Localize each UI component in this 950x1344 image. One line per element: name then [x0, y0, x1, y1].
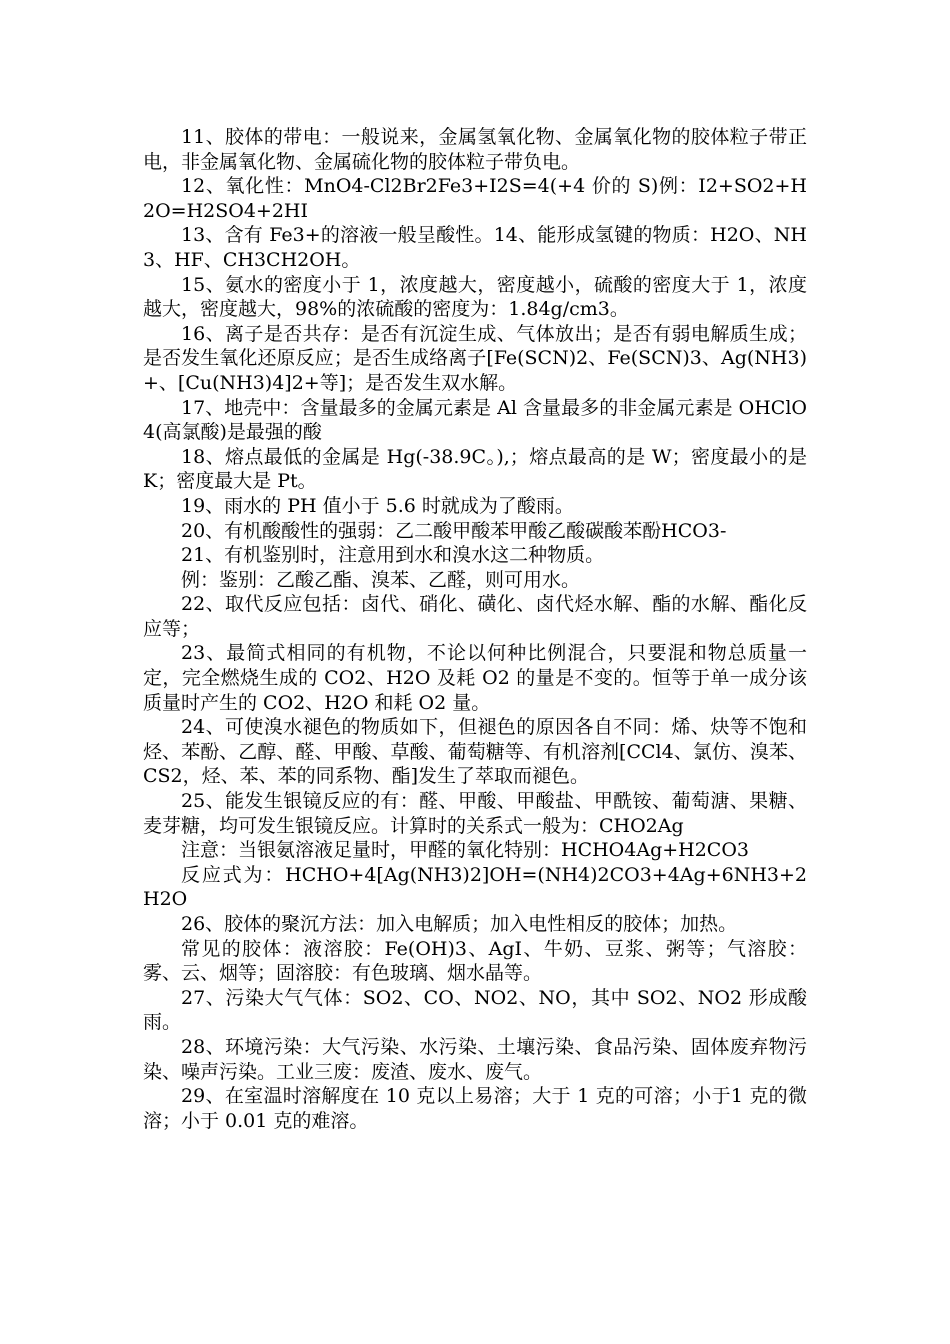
paragraph-26-colloids: 常见的胶体：液溶胶：Fe(OH)3、AgI、牛奶、豆浆、粥等；气溶胶：雾、云、烟等；固溶胶：有色玻璃、烟水晶等。 — [143, 937, 807, 985]
paragraph-19: 19、雨水的 PH 值小于 5.6 时就成为了酸雨。 — [181, 494, 574, 517]
paragraph-13-14: 13、含有 Fe3+的溶液一般呈酸性。14、能形成氢键的物质：H2O、NH3、HF、CH3CH2OH。 — [143, 224, 807, 271]
paragraph-25: 25、能发生银镜反应的有：醛、甲酸、甲酸盐、甲酰铵、葡萄溏、果糖、麦芽糖，均可发生银镜反应。计算时的关系式一般为：CHO2Ag — [143, 790, 807, 837]
paragraph-12: 12、氧化性：MnO4-Cl2Br2Fe3+I2S=4(+4 价的 S)例：I2+SO2+H2O=H2SO4+2HI — [143, 175, 807, 222]
paragraph-25-equation: 反应式为：HCHO+4[Ag(NH3)2]OH=(NH4)2CO3+4Ag+6NH3+2H2O — [143, 863, 807, 911]
paragraph-21-example: 例：鉴别：乙酸乙酯、溴苯、乙醛，则可用水。 — [181, 568, 581, 591]
paragraph-27: 27、污染大气气体：SO2、CO、NO2、NO，其中 SO2、NO2 形成酸雨。 — [143, 986, 807, 1034]
paragraph-22: 22、取代反应包括：卤代、硝化、磺化、卤代烃水解、酯的水解、酯化反应等； — [143, 593, 807, 640]
paragraph-23: 23、最简式相同的有机物，不论以何种比例混合，只要混和物总质量一定，完全燃烧生成的 CO2、H2O 及耗 O2 的量是不变的。恒等于单一成分该质量时产生的 CO2、H2O 和耗 O2 量。 — [143, 642, 807, 714]
paragraph-17: 17、地壳中：含量最多的金属元素是 Al 含量最多的非金属元素是 OHClO4(高氯酸)是最强的酸 — [143, 396, 807, 444]
paragraph-11: 11、胶体的带电：一般说来，金属氢氧化物、金属氧化物的胶体粒子带正电，非金属氧化物、金属硫化物的胶体粒子带负电。 — [143, 126, 807, 173]
paragraph-15: 15、氨水的密度小于 1，浓度越大，密度越小，硫酸的密度大于 1，浓度越大，密度越大，98%的浓硫酸的密度为：1.84g/cm3。 — [143, 273, 807, 321]
paragraph-16: 16、离子是否共存：是否有沉淀生成、气体放出；是否有弱电解质生成；是否发生氧化还原反应；是否生成络离子[Fe(SCN)2、Fe(SCN)3、Ag(NH3)+、[Cu(NH3)4]2+等]；是否发生双水解。 — [143, 322, 807, 394]
paragraph-29: 29、在室温时溶解度在 10 克以上易溶；大于 1 克的可溶；小于1 克的微溶；小于 0.01 克的难溶。 — [143, 1085, 807, 1132]
paragraph-24: 24、可使溴水褪色的物质如下，但褪色的原因各自不同：烯、炔等不饱和烃、苯酚、乙醇、醛、甲酸、草酸、葡萄糖等、有机溶剂[CCl4、氯仿、溴苯、CS2，烃、苯、苯的同系物、酯]发生了萃取而褪色。 — [143, 716, 807, 788]
paragraph-21: 21、有机鉴别时，注意用到水和溴水这二种物质。 — [181, 544, 605, 567]
paragraph-28: 28、环境污染：大气污染、水污染、土壤污染、食品污染、固体废弃物污染、噪声污染。工业三废：废渣、废水、废气。 — [143, 1035, 807, 1083]
paragraph-25-note: 注意：当银氨溶液足量时，甲醛的氧化特别：HCHO4Ag+H2CO3 — [181, 839, 750, 862]
paragraph-20: 20、有机酸酸性的强弱：乙二酸甲酸苯甲酸乙酸碳酸苯酚HCO3- — [181, 519, 727, 542]
paragraph-26: 26、胶体的聚沉方法：加入电解质；加入电性相反的胶体；加热。 — [181, 913, 738, 935]
document-body — [143, 125, 807, 1133]
paragraph-18: 18、熔点最低的金属是 Hg(-38.9C。),；熔点最高的是 W；密度最小的是 K；密度最大是 Pt。 — [143, 445, 807, 493]
